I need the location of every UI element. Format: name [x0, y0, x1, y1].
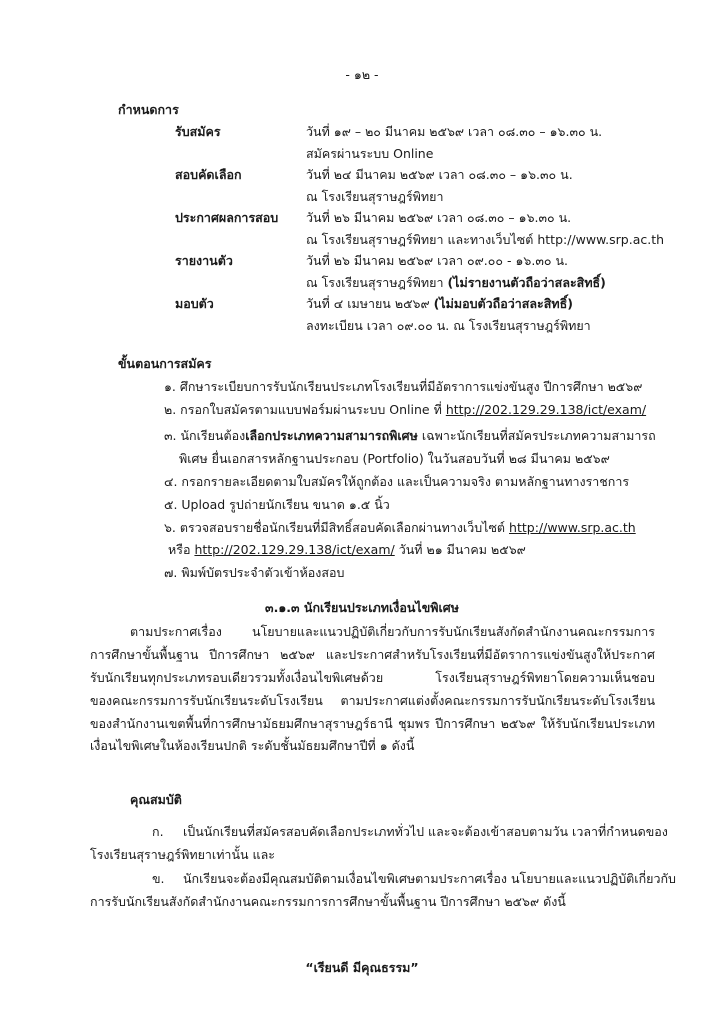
schedule-label-exam: สอบคัดเลือก	[175, 167, 242, 182]
schedule-value: วันที่ ๒๔ มีนาคม ๒๕๖๙ เวลา ๐๘.๓๐ – ๑๖.๓๐ น.	[306, 167, 573, 182]
schedule-label-results: ประกาศผลการสอบ	[175, 210, 279, 225]
schedule-value: วันที่ ๑๙ – ๒๐ มีนาคม ๒๕๖๙ เวลา ๐๘.๓๐ – ๑๖.๓๐ น.	[306, 124, 603, 139]
schedule-heading: กำหนดการ	[118, 102, 179, 117]
step-item: ๗. พิมพ์บัตรประจำตัวเข้าห้องสอบ	[164, 565, 345, 580]
steps-heading: ขั้นตอนการสมัคร	[118, 356, 212, 371]
step-item-continued: พิเศษ ยื่นเอกสารหลักฐานประกอบ (Portfolio) ในวันสอบวันที่ ๒๘ มีนาคม ๒๕๖๙	[179, 451, 610, 466]
paragraph-line: ของสำนักงานเขตพื้นที่การศึกษามัธยมศึกษาสุราษฎร์ธานี ชุมพร ปีการศึกษา ๒๕๖๙ ให้รับนักเรียนประเภท	[90, 716, 655, 731]
schedule-value: ณ โรงเรียนสุราษฎร์พิทยา และทางเว็บไซต์ http://www.srp.ac.th	[306, 232, 665, 247]
schedule-value	[306, 274, 606, 292]
qualification-text: โรงเรียนสุราษฎร์พิทยาเท่านั้น และ	[90, 847, 275, 862]
page-number: - ๑๒ -	[345, 67, 379, 82]
step-item: ๕. Upload รูปถ่ายนักเรียน ขนาด ๑.๕ นิ้ว	[164, 497, 390, 512]
schedule-note: (ไม่รายงานตัวถือว่าสละสิทธิ์)	[447, 275, 606, 290]
paragraph-line: การศึกษาขั้นพื้นฐาน ปีการศึกษา ๒๕๖๙ และประกาศสำหรับโรงเรียนที่มีอัตราการแข่งขันสูงให้ประกาศ	[90, 647, 655, 662]
schedule-value: ลงทะเบียน เวลา ๐๙.๐๐ น. ณ โรงเรียนสุราษฎร์พิทยา	[306, 318, 591, 333]
qualification-text: เป็นนักเรียนที่สมัครสอบคัดเลือกประเภททั่วไป และจะต้องเข้าสอบตามวัน เวลาที่กำหนดของ	[183, 824, 668, 839]
paragraph-line: ของคณะกรรมการรับนักเรียนระดับโรงเรียน ตามประกาศแต่งตั้งคณะกรรมการรับนักเรียนระดับโรงเรียน	[90, 693, 655, 708]
paragraph-line: เงื่อนไขพิเศษในห้องเรียนปกติ ระดับชั้นมัธยมศึกษาปีที่ ๑ ดังนี้	[90, 738, 415, 753]
website-link[interactable]: http://www.srp.ac.th	[509, 520, 636, 535]
step-item	[164, 401, 646, 419]
step-emphasis: เลือกประเภทความสามารถพิเศษ	[245, 428, 418, 443]
footer-motto: “เรียนดี มีคุณธรรม”	[305, 960, 419, 975]
schedule-value: สมัครผ่านระบบ Online	[306, 146, 434, 161]
schedule-value: วันที่ ๒๖ มีนาคม ๒๕๖๙ เวลา ๐๘.๓๐ – ๑๖.๓๐ น.	[306, 210, 572, 225]
exam-link[interactable]: http://202.129.29.138/ict/exam/	[445, 402, 647, 417]
qualification-text: นักเรียนจะต้องมีคุณสมบัติตามเงื่อนไขพิเศษตามประกาศเรื่อง นโยบายและแนวปฏิบัติเกี่ยวกับ	[183, 871, 676, 886]
schedule-note: (ไม่มอบตัวถือว่าสละสิทธิ์)	[433, 296, 573, 311]
qualifications-heading: คุณสมบัติ	[130, 792, 182, 807]
schedule-value-text: วันที่ ๔ เมษายน ๒๕๖๙	[306, 296, 434, 311]
qualification-text: การรับนักเรียนสังกัดสำนักงานคณะกรรมการการศึกษาขั้นพื้นฐาน ปีการศึกษา ๒๕๖๙ ดังนี้	[90, 894, 566, 909]
paragraph-line: ตามประกาศเรื่อง นโยบายและแนวปฏิบัติเกี่ยวกับการรับนักเรียนสังกัดสำนักงานคณะกรรมการ	[130, 624, 655, 639]
step-text: หรือ	[168, 542, 195, 557]
schedule-label-apply: รับสมัคร	[175, 124, 221, 139]
section-heading: ๓.๑.๓ นักเรียนประเภทเงื่อนไขพิเศษ	[265, 600, 459, 615]
qualification-marker: ข.	[152, 871, 165, 886]
step-text: ๓. นักเรียนต้อง	[164, 428, 246, 443]
step-item	[164, 427, 656, 445]
schedule-value: ณ โรงเรียนสุราษฎร์พิทยา	[306, 189, 444, 204]
schedule-value-text: ณ โรงเรียนสุราษฎร์พิทยา	[306, 275, 448, 290]
exam-link[interactable]: http://202.129.29.138/ict/exam/	[194, 542, 395, 557]
schedule-label-enroll: มอบตัว	[175, 296, 214, 311]
schedule-value: วันที่ ๒๖ มีนาคม ๒๕๖๙ เวลา ๐๙.๐๐ - ๑๖.๓๐ น.	[306, 253, 568, 268]
step-text: เฉพาะนักเรียนที่สมัครประเภทความสามารถ	[417, 428, 656, 443]
step-text: วันที่ ๒๑ มีนาคม ๒๕๖๙	[394, 542, 526, 557]
paragraph-line: รับนักเรียนทุกประเภทรอบเดียวรวมทั้งเงื่อนไขพิเศษด้วย โรงเรียนสุราษฎร์พิทยาโดยความเห็นชอบ	[90, 670, 655, 685]
schedule-label-report: รายงานตัว	[175, 253, 233, 268]
step-item: ๔. กรอกรายละเอียดตามใบสมัครให้ถูกต้อง และเป็นความจริง ตามหลักฐานทางราชการ	[164, 474, 630, 489]
step-item-continued	[168, 541, 526, 559]
step-item: ๑. ศึกษาระเบียบการรับนักเรียนประเภทโรงเรียนที่มีอัตราการแข่งขันสูง ปีการศึกษา ๒๕๖๙	[164, 379, 643, 394]
step-text: ๖. ตรวจสอบรายชื่อนักเรียนที่มีสิทธิ์สอบคัดเลือกผ่านทางเว็บไซต์	[164, 520, 510, 535]
schedule-value	[306, 295, 573, 313]
step-text: ๒. กรอกใบสมัครตามแบบฟอร์มผ่านระบบ Online ที่	[164, 402, 446, 417]
qualification-marker: ก.	[152, 824, 164, 839]
step-item	[164, 519, 636, 537]
